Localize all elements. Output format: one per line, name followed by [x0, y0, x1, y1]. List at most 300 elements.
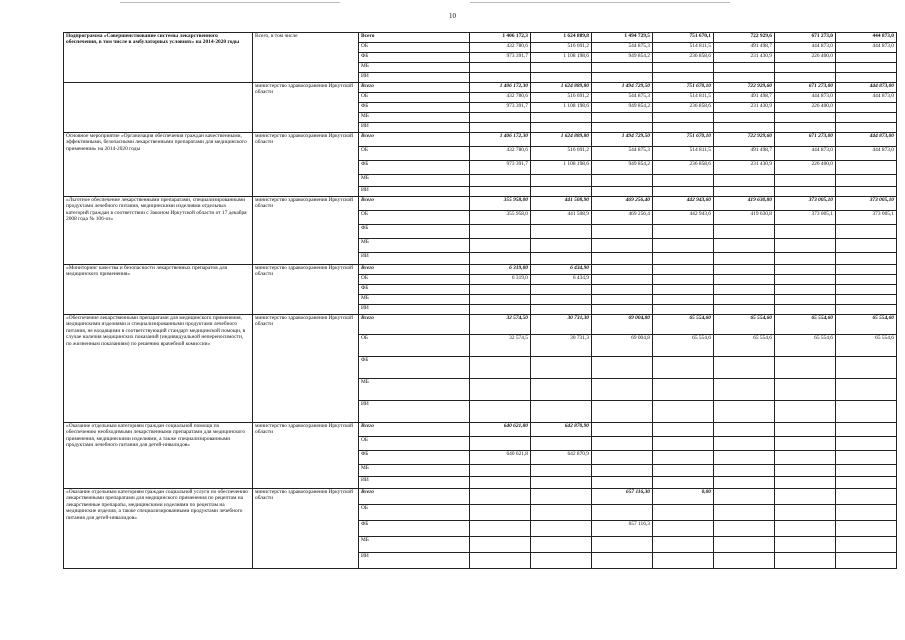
amount-cell: 231 430,9	[714, 103, 775, 113]
amount-cell	[653, 225, 714, 239]
amount-cell: 30 731,30	[531, 315, 592, 335]
amount-cell	[836, 401, 897, 423]
executor-cell: министерство здравоохранения Иркутской области	[253, 83, 359, 133]
amount-cell: 236 858,6	[653, 53, 714, 63]
amount-cell	[714, 73, 775, 83]
funding-source-cell: ФБ	[359, 451, 470, 465]
funding-source-cell: ОБ	[359, 437, 470, 451]
amount-cell	[775, 553, 836, 569]
amount-cell: 441 508,9	[531, 211, 592, 225]
amount-cell	[714, 275, 775, 285]
amount-cell	[714, 477, 775, 489]
amount-cell: 469 256,40	[592, 197, 653, 211]
amount-cell: 419 630,80	[714, 197, 775, 211]
amount-cell: 973 391,7	[470, 161, 531, 175]
amount-cell	[470, 379, 531, 401]
amount-cell: 444 873,00	[836, 133, 897, 147]
amount-cell: 949 854,2	[592, 161, 653, 175]
amount-cell: 65 554,60	[775, 315, 836, 335]
amount-cell	[836, 451, 897, 465]
amount-cell	[653, 285, 714, 295]
amount-cell	[714, 465, 775, 477]
amount-cell	[775, 451, 836, 465]
amount-cell: 231 430,9	[714, 53, 775, 63]
activity-description: «Оказание отдельным категориям граждан социальной услуги по обеспечению лекарственными препаратами для медицинского применения по рецептам на лекарственные препараты, медицинскими изделиями по рецептам на медицинские изделия, а также специализированными продуктами лечебного питания для детей-инвалидов»	[64, 489, 253, 569]
funding-source-cell: ИИ	[359, 305, 470, 315]
amount-cell: 544 875,3	[592, 43, 653, 53]
amount-cell: 751 670,10	[653, 83, 714, 93]
executor-cell: Всего, в том числе	[253, 33, 359, 83]
amount-cell	[531, 285, 592, 295]
amount-cell: 640 621,8	[470, 451, 531, 465]
funding-source-cell: ИИ	[359, 477, 470, 489]
amount-cell	[653, 477, 714, 489]
amount-cell	[836, 465, 897, 477]
amount-cell: 640 621,80	[470, 423, 531, 437]
amount-cell	[470, 537, 531, 553]
amount-cell: 226 400,0	[775, 103, 836, 113]
amount-cell	[775, 275, 836, 285]
amount-cell	[531, 379, 592, 401]
amount-cell: 671 273,00	[775, 83, 836, 93]
amount-cell	[592, 73, 653, 83]
amount-cell	[592, 187, 653, 197]
activity-description: Основное мероприятие «Организация обеспечения граждан качественными, эффективными, безопасными лекарственными препаратами для медицинского применения» на 2014-2020 годы	[64, 133, 253, 197]
amount-cell	[775, 305, 836, 315]
amount-cell: 514 811,5	[653, 147, 714, 161]
amount-cell: 516 691,2	[531, 93, 592, 103]
amount-cell	[775, 73, 836, 83]
amount-cell	[775, 437, 836, 451]
amount-cell	[714, 63, 775, 73]
amount-cell	[836, 187, 897, 197]
amount-cell	[470, 477, 531, 489]
amount-cell	[531, 225, 592, 239]
funding-source-cell: ОБ	[359, 505, 470, 521]
amount-cell	[531, 537, 592, 553]
funding-source-cell: МБ	[359, 63, 470, 73]
amount-cell	[653, 239, 714, 253]
executor-cell: министерство здравоохранения Иркутской области	[253, 133, 359, 197]
amount-cell: 442 943,60	[653, 197, 714, 211]
amount-cell	[592, 305, 653, 315]
amount-cell	[775, 423, 836, 437]
amount-cell	[470, 123, 531, 133]
amount-cell	[775, 253, 836, 265]
amount-cell	[531, 123, 592, 133]
amount-cell	[531, 477, 592, 489]
amount-cell	[531, 489, 592, 505]
amount-cell	[836, 505, 897, 521]
amount-cell	[653, 401, 714, 423]
amount-cell	[714, 423, 775, 437]
funding-source-cell: МБ	[359, 379, 470, 401]
amount-cell	[836, 305, 897, 315]
funding-source-cell: ФБ	[359, 285, 470, 295]
amount-cell: 226 400,0	[775, 53, 836, 63]
executor-cell: министерство здравоохранения Иркутской области	[253, 423, 359, 489]
amount-cell	[836, 537, 897, 553]
amount-cell: 671 273,00	[775, 133, 836, 147]
amount-cell	[836, 295, 897, 305]
amount-cell: 373 005,10	[836, 197, 897, 211]
amount-cell	[531, 295, 592, 305]
amount-cell	[531, 187, 592, 197]
amount-cell: 1 494 729,50	[592, 133, 653, 147]
amount-cell	[836, 521, 897, 537]
amount-cell	[775, 123, 836, 133]
amount-cell	[531, 175, 592, 187]
amount-cell	[836, 53, 897, 63]
funding-source-cell: ОБ	[359, 93, 470, 103]
amount-cell	[714, 489, 775, 505]
amount-cell: 671 273,0	[775, 33, 836, 43]
amount-cell	[531, 401, 592, 423]
amount-cell: 1 406 172,30	[470, 133, 531, 147]
amount-cell: 231 430,9	[714, 161, 775, 175]
amount-cell: 32 574,50	[470, 315, 531, 335]
amount-cell	[775, 285, 836, 295]
amount-cell: 469 256,4	[592, 211, 653, 225]
amount-cell: 65 554,6	[714, 335, 775, 357]
amount-cell	[531, 253, 592, 265]
amount-cell	[775, 187, 836, 197]
funding-source-cell: Всего	[359, 83, 470, 93]
funding-source-cell: Всего	[359, 489, 470, 505]
funding-source-cell: МБ	[359, 465, 470, 477]
amount-cell	[653, 253, 714, 265]
amount-cell	[592, 285, 653, 295]
amount-cell: 491 498,7	[714, 43, 775, 53]
amount-cell	[714, 187, 775, 197]
amount-cell: 444 873,0	[775, 43, 836, 53]
amount-cell: 444 873,0	[836, 147, 897, 161]
amount-cell	[592, 225, 653, 239]
amount-cell: 1 108 198,6	[531, 103, 592, 113]
amount-cell: 444 873,0	[836, 33, 897, 43]
funding-source-cell: Всего	[359, 33, 470, 43]
amount-cell	[836, 113, 897, 123]
amount-cell	[653, 451, 714, 465]
budget-table-body	[64, 33, 897, 569]
amount-cell	[592, 357, 653, 379]
funding-source-cell: ИИ	[359, 187, 470, 197]
amount-cell: 6 319,00	[470, 265, 531, 275]
amount-cell	[592, 423, 653, 437]
amount-cell	[470, 187, 531, 197]
amount-cell	[531, 437, 592, 451]
amount-cell: 0,00	[653, 489, 714, 505]
amount-cell: 30 731,3	[531, 335, 592, 357]
amount-cell	[836, 225, 897, 239]
funding-source-cell: ИИ	[359, 553, 470, 569]
amount-cell: 1 624 889,80	[531, 83, 592, 93]
amount-cell: 491 498,7	[714, 93, 775, 103]
amount-cell	[836, 379, 897, 401]
amount-cell	[714, 175, 775, 187]
amount-cell	[836, 253, 897, 265]
amount-cell	[775, 63, 836, 73]
activity-description	[64, 83, 253, 133]
funding-source-cell: Всего	[359, 423, 470, 437]
amount-cell	[836, 265, 897, 275]
amount-cell	[714, 451, 775, 465]
amount-cell	[592, 253, 653, 265]
activity-description: Подпрограмма «Совершенствование системы лекарственного обеспечения, в том числе в амбулаторных условиях» на 2014-2020 годы	[64, 33, 253, 83]
funding-source-cell: МБ	[359, 295, 470, 305]
amount-cell	[653, 305, 714, 315]
activity-description: «Оказание отдельным категориям граждан социальной помощи по обеспечению необходимыми лекарственными препаратами для медицинского применения, медицинскими изделиями, а также специализированными продуктами лечебного питания для детей-инвалидов»	[64, 423, 253, 489]
amount-cell	[775, 401, 836, 423]
amount-cell	[714, 113, 775, 123]
amount-cell	[592, 239, 653, 253]
funding-source-cell: ОБ	[359, 275, 470, 285]
amount-cell: 6 434,90	[531, 265, 592, 275]
budget-table	[63, 32, 897, 569]
amount-cell	[470, 113, 531, 123]
amount-cell: 444 873,0	[836, 43, 897, 53]
amount-cell	[653, 521, 714, 537]
amount-cell	[531, 113, 592, 123]
amount-cell	[470, 465, 531, 477]
amount-cell: 1 108 198,6	[531, 161, 592, 175]
table-row	[64, 315, 897, 335]
funding-source-cell: Всего	[359, 315, 470, 335]
funding-source-cell: ФБ	[359, 161, 470, 175]
amount-cell	[836, 275, 897, 285]
amount-cell	[592, 401, 653, 423]
amount-cell	[653, 465, 714, 477]
amount-cell	[592, 379, 653, 401]
amount-cell	[531, 239, 592, 253]
amount-cell	[653, 423, 714, 437]
table-row	[64, 83, 897, 93]
amount-cell	[531, 465, 592, 477]
amount-cell	[531, 305, 592, 315]
amount-cell	[653, 505, 714, 521]
amount-cell	[836, 73, 897, 83]
table-row	[64, 197, 897, 211]
funding-source-cell: ФБ	[359, 357, 470, 379]
amount-cell	[470, 285, 531, 295]
amount-cell	[775, 113, 836, 123]
funding-source-cell: ОБ	[359, 335, 470, 357]
amount-cell: 642 870,9	[531, 451, 592, 465]
amount-cell	[470, 521, 531, 537]
amount-cell	[470, 437, 531, 451]
amount-cell	[653, 123, 714, 133]
amount-cell	[775, 465, 836, 477]
amount-cell	[836, 423, 897, 437]
amount-cell	[714, 295, 775, 305]
amount-cell	[653, 275, 714, 285]
amount-cell	[653, 187, 714, 197]
table-row	[64, 33, 897, 43]
amount-cell	[592, 113, 653, 123]
amount-cell: 491 498,7	[714, 147, 775, 161]
amount-cell: 973 391,7	[470, 53, 531, 63]
funding-source-cell: Всего	[359, 265, 470, 275]
amount-cell: 432 780,6	[470, 147, 531, 161]
activity-description: «Льготное обеспечение лекарственными препаратами, специализированными продуктами лечебного питания, медицинскими изделиями отдельных категорий граждан в соответствии с Законом Иркутской области от 17 декабря 2008 года № 106-оз»	[64, 197, 253, 265]
amount-cell: 444 873,0	[775, 93, 836, 103]
amount-cell: 1 624 889,8	[531, 33, 592, 43]
amount-cell	[714, 253, 775, 265]
amount-cell: 6 434,9	[531, 275, 592, 285]
funding-source-cell: ОБ	[359, 211, 470, 225]
amount-cell: 65 554,6	[836, 335, 897, 357]
amount-cell	[775, 239, 836, 253]
amount-cell	[653, 379, 714, 401]
amount-cell: 751 670,10	[653, 133, 714, 147]
amount-cell: 544 875,3	[592, 147, 653, 161]
amount-cell: 1 494 729,5	[592, 33, 653, 43]
amount-cell	[653, 175, 714, 187]
amount-cell	[836, 357, 897, 379]
amount-cell	[470, 253, 531, 265]
amount-cell: 973 391,7	[470, 103, 531, 113]
amount-cell: 236 858,6	[653, 103, 714, 113]
funding-source-cell: ИИ	[359, 73, 470, 83]
amount-cell: 69 004,8	[592, 335, 653, 357]
amount-cell: 432 780,6	[470, 93, 531, 103]
amount-cell	[714, 265, 775, 275]
amount-cell	[470, 489, 531, 505]
amount-cell	[775, 265, 836, 275]
amount-cell: 355 958,00	[470, 197, 531, 211]
amount-cell	[714, 225, 775, 239]
amount-cell: 1 624 889,80	[531, 133, 592, 147]
funding-source-cell: ФБ	[359, 521, 470, 537]
amount-cell: 751 670,1	[653, 33, 714, 43]
funding-source-cell: МБ	[359, 537, 470, 553]
funding-source-cell: Всего	[359, 197, 470, 211]
amount-cell	[470, 63, 531, 73]
amount-cell	[714, 285, 775, 295]
funding-source-cell: ОБ	[359, 147, 470, 161]
amount-cell: 32 574,5	[470, 335, 531, 357]
amount-cell	[653, 63, 714, 73]
funding-source-cell: МБ	[359, 113, 470, 123]
amount-cell	[592, 537, 653, 553]
amount-cell	[836, 489, 897, 505]
amount-cell	[592, 437, 653, 451]
amount-cell	[836, 553, 897, 569]
amount-cell	[592, 451, 653, 465]
amount-cell: 65 554,6	[653, 335, 714, 357]
amount-cell	[531, 357, 592, 379]
executor-cell: министерство здравоохранения Иркутской области	[253, 197, 359, 265]
amount-cell	[592, 477, 653, 489]
amount-cell: 226 400,0	[775, 161, 836, 175]
funding-source-cell: ФБ	[359, 225, 470, 239]
amount-cell	[470, 225, 531, 239]
funding-source-cell: ОБ	[359, 43, 470, 53]
amount-cell	[592, 275, 653, 285]
amount-cell	[836, 103, 897, 113]
amount-cell	[714, 305, 775, 315]
amount-cell: 373 005,10	[775, 197, 836, 211]
amount-cell	[836, 477, 897, 489]
amount-cell: 1 406 172,3	[470, 33, 531, 43]
amount-cell	[714, 505, 775, 521]
funding-source-cell: ИИ	[359, 253, 470, 265]
amount-cell	[592, 63, 653, 73]
amount-cell	[714, 239, 775, 253]
amount-cell	[775, 225, 836, 239]
table-row	[64, 133, 897, 147]
amount-cell	[836, 175, 897, 187]
executor-cell: министерство здравоохранения Иркутской области	[253, 489, 359, 569]
funding-source-cell: Всего	[359, 133, 470, 147]
amount-cell	[470, 401, 531, 423]
amount-cell: 432 780,6	[470, 43, 531, 53]
funding-source-cell: ФБ	[359, 53, 470, 63]
amount-cell	[775, 357, 836, 379]
amount-cell: 236 858,6	[653, 161, 714, 175]
amount-cell: 514 811,5	[653, 93, 714, 103]
amount-cell: 722 929,6	[714, 33, 775, 43]
amount-cell	[653, 73, 714, 83]
amount-cell: 355 958,0	[470, 211, 531, 225]
amount-cell: 373 005,1	[836, 211, 897, 225]
amount-cell: 722 929,60	[714, 83, 775, 93]
funding-source-cell: ИИ	[359, 401, 470, 423]
amount-cell	[653, 265, 714, 275]
amount-cell: 373 005,1	[775, 211, 836, 225]
amount-cell	[775, 521, 836, 537]
amount-cell	[836, 63, 897, 73]
funding-source-cell: ИИ	[359, 123, 470, 133]
executor-cell: министерство здравоохранения Иркутской области	[253, 265, 359, 315]
amount-cell: 642 870,90	[531, 423, 592, 437]
amount-cell	[653, 295, 714, 305]
amount-cell	[714, 401, 775, 423]
amount-cell: 1 494 729,50	[592, 83, 653, 93]
amount-cell	[653, 537, 714, 553]
amount-cell	[836, 239, 897, 253]
amount-cell	[775, 537, 836, 553]
amount-cell	[714, 537, 775, 553]
amount-cell: 442 943,6	[653, 211, 714, 225]
amount-cell	[592, 295, 653, 305]
amount-cell	[592, 465, 653, 477]
amount-cell	[775, 477, 836, 489]
amount-cell	[775, 295, 836, 305]
funding-source-cell: МБ	[359, 175, 470, 187]
amount-cell	[592, 553, 653, 569]
amount-cell	[836, 285, 897, 295]
amount-cell	[714, 357, 775, 379]
amount-cell	[531, 553, 592, 569]
funding-source-cell: ФБ	[359, 103, 470, 113]
amount-cell: 1 108 198,6	[531, 53, 592, 63]
amount-cell: 65 554,60	[836, 315, 897, 335]
activity-description: «Обеспечение лекарственными препаратами для медицинского применения, медицинскими изделиями и специализированными продуктами лечебного питания, не входящими в соответствующий стандарт медицинской помощи, в случае наличия медицинских показаний (индивидуальной непереносимости, по жизненным показаниям) по решению врачебной комиссии»	[64, 315, 253, 423]
amount-cell	[470, 239, 531, 253]
amount-cell	[653, 437, 714, 451]
amount-cell: 444 873,00	[836, 83, 897, 93]
amount-cell	[714, 123, 775, 133]
amount-cell	[531, 505, 592, 521]
activity-description: «Мониторинг качества и безопасности лекарственных препаратов для медицинского применения»	[64, 265, 253, 315]
amount-cell: 65 554,60	[653, 315, 714, 335]
amount-cell: 949 854,2	[592, 53, 653, 63]
amount-cell	[470, 553, 531, 569]
amount-cell: 516 691,2	[531, 43, 592, 53]
amount-cell	[714, 521, 775, 537]
funding-source-cell: МБ	[359, 239, 470, 253]
